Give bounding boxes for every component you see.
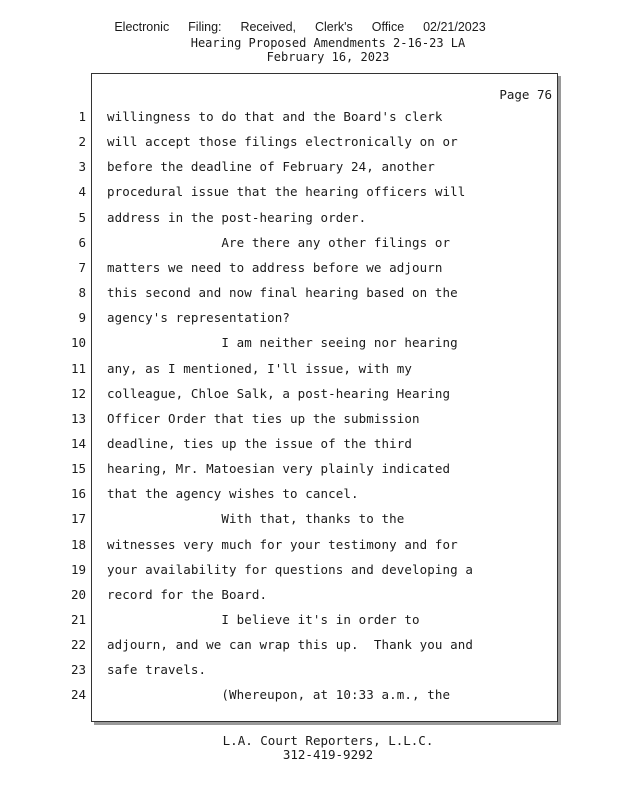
line-text: safe travels. xyxy=(107,662,207,677)
line-number: 14 xyxy=(70,436,86,451)
reporter-company: L.A. Court Reporters, L.L.C. xyxy=(222,733,434,748)
transcript-title: Hearing Proposed Amendments 2-16-23 LA xyxy=(190,36,466,50)
line-text: witnesses very much for your testimony and for xyxy=(107,537,458,552)
line-number: 23 xyxy=(70,662,86,677)
line-number: 22 xyxy=(70,637,86,652)
filing-stamp: Electronic Filing: Received, Clerk's Office 02/21/2023 xyxy=(114,20,486,34)
line-number: 7 xyxy=(78,260,86,275)
line-number: 3 xyxy=(78,159,86,174)
line-text: this second and now final hearing based on the xyxy=(107,285,458,300)
line-number: 6 xyxy=(78,235,86,250)
line-number: 8 xyxy=(78,285,86,300)
line-number: 16 xyxy=(70,486,86,501)
line-number: 24 xyxy=(70,687,86,702)
line-text: that the agency wishes to cancel. xyxy=(107,486,359,501)
line-number: 15 xyxy=(70,461,86,476)
page-number: Page 76 xyxy=(499,87,552,102)
line-number: 13 xyxy=(70,411,86,426)
line-text: before the deadline of February 24, another xyxy=(107,159,435,174)
line-text: adjourn, and we can wrap this up. Thank you and xyxy=(107,637,474,652)
line-number: 11 xyxy=(70,361,86,376)
line-text: colleague, Chloe Salk, a post-hearing Hearing xyxy=(107,386,451,401)
line-number: 10 xyxy=(70,335,86,350)
reporter-phone: 312-419-9292 xyxy=(282,747,374,762)
line-text: I believe it's in order to xyxy=(107,612,420,627)
line-text: your availability for questions and developing a xyxy=(107,562,474,577)
line-number: 5 xyxy=(78,210,86,225)
line-text: agency's representation? xyxy=(107,310,291,325)
line-text: will accept those filings electronically on or xyxy=(107,134,458,149)
line-number: 18 xyxy=(70,537,86,552)
line-text: Officer Order that ties up the submission xyxy=(107,411,420,426)
line-text: (Whereupon, at 10:33 a.m., the xyxy=(107,687,451,702)
line-number: 9 xyxy=(78,310,86,325)
line-number: 19 xyxy=(70,562,86,577)
line-text: any, as I mentioned, I'll issue, with my xyxy=(107,361,413,376)
line-number: 1 xyxy=(78,109,86,124)
line-number: 17 xyxy=(70,511,86,526)
line-text: record for the Board. xyxy=(107,587,268,602)
transcript-date: February 16, 2023 xyxy=(266,50,390,64)
line-number: 20 xyxy=(70,587,86,602)
line-text: I am neither seeing nor hearing xyxy=(107,335,458,350)
line-text: matters we need to address before we adjourn xyxy=(107,260,443,275)
line-text: With that, thanks to the xyxy=(107,511,405,526)
line-number: 4 xyxy=(78,184,86,199)
line-text: procedural issue that the hearing officers will xyxy=(107,184,466,199)
line-text: Are there any other filings or xyxy=(107,235,451,250)
line-number: 2 xyxy=(78,134,86,149)
line-text: hearing, Mr. Matoesian very plainly indicated xyxy=(107,461,451,476)
line-text: address in the post-hearing order. xyxy=(107,210,367,225)
line-text: willingness to do that and the Board's clerk xyxy=(107,109,443,124)
line-number: 12 xyxy=(70,386,86,401)
line-number: 21 xyxy=(70,612,86,627)
line-text: deadline, ties up the issue of the third xyxy=(107,436,413,451)
